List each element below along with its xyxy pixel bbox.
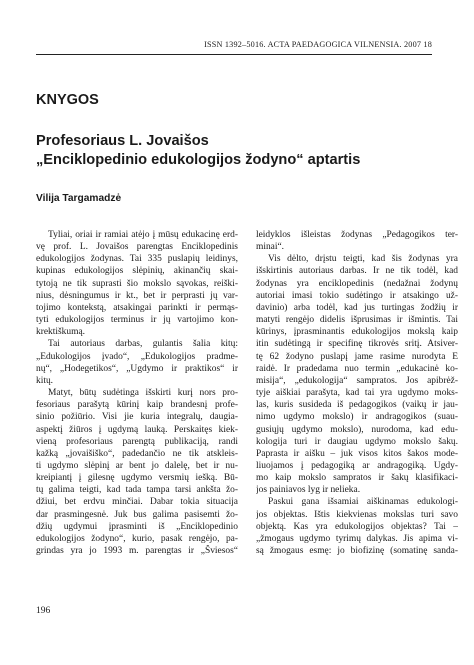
text-line: edukologijos žodyno“, kurio, pasak rengėjo, pa-: [36, 533, 238, 544]
text-line: Vis dėlto, drįstu teigti, kad šis žodynas yra: [268, 254, 458, 265]
text-line: gusiųjų ugdymo mokslo), nurodoma, kad edu-: [256, 424, 458, 435]
section-label: KNYGOS: [36, 92, 99, 108]
text-line: krektiškumą.: [36, 327, 86, 338]
text-line: leidyklos išleistas žodynas „Pedagogikos ter-: [256, 230, 458, 240]
text-line: jos painiavos lyg ir nelieka.: [256, 485, 361, 496]
text-line: kologija turi ir daugiau ugdymo mokslo šakų.: [256, 436, 458, 447]
text-line: kreipiantį į gilesnę ugdymo versmių iešką. Bū-: [36, 473, 238, 484]
text-line: Paskui gana išsamiai aiškinamas edukologi-: [268, 497, 458, 508]
text-line: minai“.: [256, 242, 285, 253]
text-line: vę prof. L. Jovaišos parengtas Enciklopedinis: [36, 242, 238, 253]
article-title: [36, 132, 436, 169]
text-line: vieną profesoriaus parengtą publikaciją, randi: [36, 436, 238, 447]
header-rule: [36, 54, 432, 55]
text-line: las, kuris susideda iš pedagogikos (vaikų ir jau-: [256, 400, 458, 411]
right-column: [256, 229, 458, 557]
text-line: nų“, „Hodegetikos“, „Ugdymo ir praktikos“ ir: [36, 363, 238, 374]
article-title-line: „Enciklopedinio edukologijos žodyno“ aptartis: [36, 151, 361, 168]
text-line: itin sudėtingą ir specifinę tikrovės sritį. Atsiver-: [256, 339, 458, 350]
text-line: išskirtinis autoriaus darbas. Ir ne tik todėl, kad: [256, 266, 458, 277]
text-line: fesoriaus parašytą kūrinį kaip brandesnį profe-: [36, 400, 238, 411]
text-line: aspektį žiūros į ugdymą lauką. Perskaitęs kiek-: [36, 424, 238, 435]
text-line: jos objektas. Ištis kiekvienas mokslas turi savo: [256, 509, 458, 520]
text-line: edukologijos žodynas. Tai 335 puslapių leidinys,: [36, 254, 238, 265]
text-line: džiui, bet erdvu minčiai. Dabar tokia situacija: [36, 497, 238, 508]
text-line: ti ugdymo slėpinį ar bent jo dalelę, bet ir nu-: [36, 460, 238, 471]
text-line: dar prasmingesnė. Juk bus galima pasisemti žo-: [36, 509, 238, 520]
text-line: „Edukologijos įvado“, „Edukologijos pradme-: [36, 351, 238, 362]
text-line: tojimo kontekstą, atsakingai parinkti ir permąs-: [36, 302, 238, 313]
text-line: Paprasta ir aišku – juk visos kitos šakos mode-: [256, 448, 458, 459]
text-line: tę 62 žodyno puslapį jame rasime nurodyta E: [256, 351, 458, 362]
text-line: są žmogaus esmę: jo biofizinę (somatinę sanda-: [256, 546, 458, 557]
text-line: tyje aiškiai parašyta, kad tai yra ugdymo moks-: [256, 388, 458, 399]
text-line: tų galima teigti, kad tada tampa tarsi ankšta žo-: [36, 485, 238, 496]
text-line: kupinas edukologijos slėpinių, akinančių skai-: [36, 266, 238, 277]
text-line: nius, dėsningumus ir kt., bet ir perprasti jų var-: [36, 290, 238, 301]
text-line: mo kaip mokslo sampratos ir šakų klasifikaci-: [256, 473, 458, 484]
text-line: misija“, „edukologija“ sampratos. Jos apibrėž-: [256, 375, 458, 386]
text-line: matyti rengėjo didelis išprusimas ir išmintis. Tai: [256, 315, 458, 326]
page-number: 196: [36, 606, 51, 616]
text-line: tyti edukologijos terminus ir jų vartojimo kon-: [36, 315, 238, 326]
text-line: džių ugdymui įprasminti iš „Enciklopedinio: [36, 521, 238, 532]
text-line: raidė. Ir pradedama nuo termin „edukacinė ko-: [256, 363, 458, 374]
text-line: Tyliai, oriai ir ramiai atėjo į mūsų edukacinę erd-: [48, 230, 238, 240]
text-line: kūrinys, įprasminantis edukologijos mokslą kaip: [256, 327, 458, 338]
left-column: [36, 229, 238, 557]
text-line: sinio požiūrio. Visi jie kuria integralų, daugia-: [36, 412, 238, 423]
text-line: kitų.: [36, 375, 54, 386]
text-line: davinio) arba todėl, kad jus turtingas žodžių ir: [256, 302, 458, 313]
text-line: objektą. Kas yra edukologijos objektas? Tai –: [256, 521, 458, 532]
text-line: nimo ugdymo mokslo) ir andragogikos (suau-: [256, 412, 458, 423]
article-title-line: Profesoriaus L. Jovaišos: [36, 133, 209, 149]
running-head: ISSN 1392–5016. ACTA PAEDAGOGICA VILNENSIA. 2007 18: [204, 40, 432, 49]
text-line: kažką „jovaišiško“, padedančio ne tik atskleis-: [36, 448, 238, 459]
text-line: autoriai imasi tokio sudėtingo ir atsakingo už-: [256, 290, 458, 301]
author-name: Vilija Targamadzė: [36, 193, 122, 204]
text-line: Matyt, būtų sudėtinga išskirti kurį nors pro-: [48, 388, 238, 399]
text-line: žodynas yra enciklopedinis (nedažnai žodynų: [256, 278, 458, 289]
text-line: grindas yra jo 1993 m. parengtas ir „Šviesos“: [36, 546, 238, 557]
text-line: tytoją ne tik suprasti šio mokslo sąvokas, reiški-: [36, 278, 238, 289]
text-line: liuojamos į pedagogiką ar andragogiką. Ugdy-: [256, 460, 458, 471]
text-line: Tai autoriaus darbas, gulantis šalia kitų:: [48, 339, 238, 350]
text-line: „žmogaus ugdymo tyrimų dalykas. Jis apima vi-: [256, 533, 458, 544]
